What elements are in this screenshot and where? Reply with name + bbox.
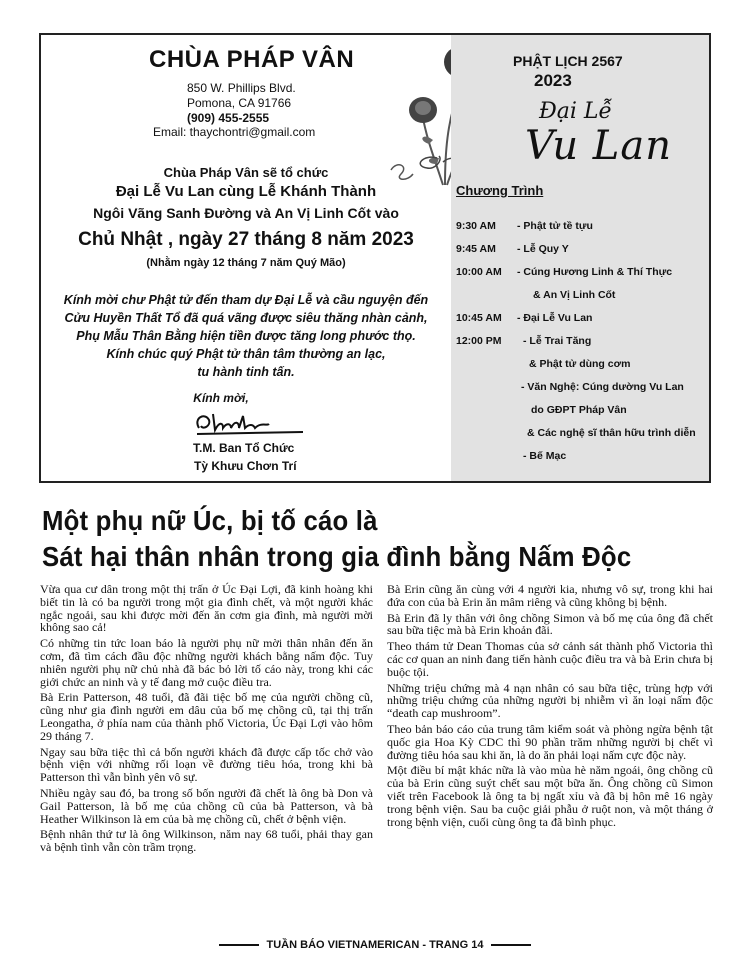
- organizer-title: T.M. Ban Tổ Chức: [193, 441, 295, 455]
- signature-image: [191, 408, 311, 440]
- article-paragraph: Một điều bí mật khác nữa là vào mùa hè năm ngoái, ông chồng cũ của bà Erin cũng suýt chết sau một bữa ăn. Ông chồng cũ Simon viết trên Facebook là ông ta bị ngất xỉu và đã bị hôn mê 16 ngày trong bệnh viện. Sau ba cuộc giải phẫu ở ruột non, và một tháng ở trong bệnh viện, cuối cùng ông ta đã bình phục.: [387, 763, 713, 829]
- event-date: Chủ Nhật , ngày 27 tháng 8 năm 2023: [78, 229, 414, 250]
- program-item: - Bế Mạc: [523, 450, 567, 462]
- article-paragraph: Bà Erin đã ly thân với ông chồng Simon và bố mẹ của ông đã chết sau bữa tiệc mà bà Erin khoản đãi.: [387, 610, 713, 638]
- article-paragraph: Theo thám tử Dean Thomas của sở cảnh sát thành phố Victoria thì các cơ quan an ninh đang tiến hành cuộc điều tra và bà Erin chưa bị buộc tội.: [387, 639, 713, 679]
- invitation-line: Phụ Mẫu Thân Bằng hiện tiền được tăng long phước thọ.: [76, 329, 416, 343]
- article-paragraph: Bà Erin cũng ăn cùng với 4 người kia, nhưng vô sự, trong khi hai đứa con của bà Erin ăn mâm riêng và cũng không bị bệnh.: [387, 582, 713, 609]
- program-time: 9:30 AM: [456, 220, 496, 232]
- email-address: Email: thaychontri@gmail.com: [153, 125, 316, 139]
- article-paragraph: Bà Erin Patterson, 48 tuổi, đã đãi tiệc bố mẹ của người chồng cũ, cũng như gia đình người em dâu của bố mẹ chồng cũ, tại thị trấn Leongatha, ở phía nam của thành phố Victoria, Úc Đại Lợi vào hôm 29 tháng 7.: [40, 690, 373, 743]
- invitation-line: Kính mời chư Phật tử đến tham dự Đại Lễ và cầu nguyện đến: [63, 293, 429, 307]
- article-headline-line-1: Một phụ nữ Úc, bị tố cáo là: [42, 505, 378, 536]
- article-paragraph: Nhiều ngày sau đó, ba trong số bốn người đã chết là ông bà Don và Gail Patterson, là bố mẹ của chồng cũ của bà Patterson, và bà Heather Wilkinson là em của bà mẹ chồng cũ, chết ở bệnh viện.: [40, 785, 373, 826]
- lunar-date: (Nhằm ngày 12 tháng 7 năm Quý Mão): [146, 257, 346, 269]
- program-panel: [451, 35, 709, 481]
- page-footer: [0, 939, 750, 951]
- program-time: 12:00 PM: [456, 335, 502, 347]
- event-title-small: Đại Lễ: [539, 99, 613, 124]
- ad-left-panel: [41, 35, 451, 481]
- program-item: & An Vị Linh Cốt: [533, 289, 616, 301]
- program-item: - Cúng Hương Linh & Thí Thực: [517, 266, 673, 278]
- calendar-year: 2023: [534, 71, 572, 90]
- program-time: 9:45 AM: [456, 243, 496, 255]
- article-column-left: [40, 583, 373, 857]
- article-paragraph: Bệnh nhân thứ tư là ông Wilkinson, năm nay 68 tuổi, phải thay gan và bệnh tình vẫn còn trầm trọng.: [40, 827, 373, 855]
- temple-name: CHÙA PHÁP VÂN: [149, 46, 355, 73]
- organizer-name: Tỳ Khưu Chơn Trí: [194, 459, 297, 473]
- program-title: Chương Trình: [456, 183, 544, 198]
- footer-text: TUẦN BÁO VIETNAMERICAN - TRANG 14: [266, 939, 484, 951]
- address-line-2: Pomona, CA 91766: [187, 96, 292, 110]
- footer-rule-left: [219, 944, 259, 946]
- article-paragraph: Ngay sau bữa tiệc thì cả bốn người khách đã được cấp tốc chở vào bệnh viện với những rối loạn về đường tiêu hóa, trong khi bà Patterson thì vẫn bình yên vô sự.: [40, 744, 373, 785]
- closing-greeting: Kính mời,: [193, 391, 249, 405]
- program-item: - Phật tử tề tựu: [517, 220, 593, 232]
- article-paragraph: Theo bản báo cáo của trung tâm kiểm soát và phòng ngừa bệnh tật quốc gia Hoa Kỳ CDC thì 90 phần trăm những người bị chết vì đường tiêu hóa sau khi ăn, là do ăn phải loại nấm cực độc này.: [387, 721, 713, 762]
- phone-number: (909) 455-2555: [187, 111, 270, 125]
- invitation-line: Kính chúc quý Phật tử thân tâm thường an lạc,: [106, 347, 386, 361]
- invitation-line: tu hành tinh tấn.: [197, 365, 295, 379]
- program-time: 10:00 AM: [456, 266, 502, 278]
- buddhist-year: PHẬT LỊCH 2567: [513, 53, 623, 69]
- article-paragraph: Có những tin tức loan báo là người phụ nữ mời thân nhân đến ăn cơm, đã tìm cách đầu độc những người khách bằng nấm độc. Tuy nhiên người phụ nữ chủ nhà đã bác bỏ lời tố cáo này, trong khi các giới chức an ninh và y tế đang mở cuộc điều tra.: [40, 636, 373, 689]
- program-item: - Đại Lễ Vu Lan: [517, 312, 593, 324]
- program-time: 10:45 AM: [456, 312, 502, 324]
- footer-rule-right: [491, 944, 531, 946]
- program-item: - Lễ Quy Y: [517, 243, 569, 255]
- event-detail: Ngôi Vãng Sanh Đường và An Vị Linh Cốt vào: [93, 205, 399, 221]
- address-line-1: 850 W. Phillips Blvd.: [187, 81, 296, 95]
- program-item: - Văn Nghệ: Cúng dường Vu Lan: [521, 381, 684, 393]
- program-item: - Lễ Trai Tăng: [523, 335, 592, 347]
- event-name: Đại Lễ Vu Lan cùng Lễ Khánh Thành: [115, 183, 377, 200]
- article-headline-line-2: Sát hại thân nhân trong gia đình bằng Nấm Độc: [42, 541, 632, 572]
- article-column-right: [387, 583, 713, 831]
- announcement-line: Chùa Pháp Vân sẽ tổ chức: [163, 165, 329, 180]
- program-item: & Phật tử dùng cơm: [529, 358, 631, 370]
- program-item: do GĐPT Pháp Vân: [531, 404, 627, 416]
- article-paragraph: Vừa qua cư dân trong một thị trấn ở Úc Đại Lợi, đã kinh hoàng khi biết tin là có ba người trong một gia đình chết, và một người khác ngắc ngoải, sau khi được mời đến ăn cơm gia đình, mà người mời không sao cả!: [40, 582, 373, 635]
- program-item: & Các nghệ sĩ thân hữu trình diễn: [527, 427, 696, 439]
- invitation-line: Cửu Huyền Thất Tổ đã quá vãng được siêu thăng nhàn cảnh,: [64, 311, 428, 325]
- temple-advertisement: [39, 33, 711, 483]
- article-paragraph: Những triệu chứng mà 4 nạn nhân có sau bữa tiệc, trùng hợp với những triệu chứng của những người bị nhiễm vì ăn loại nấm độc “death cap mushroom”.: [387, 680, 713, 721]
- event-title-large: Vu Lan: [525, 123, 672, 169]
